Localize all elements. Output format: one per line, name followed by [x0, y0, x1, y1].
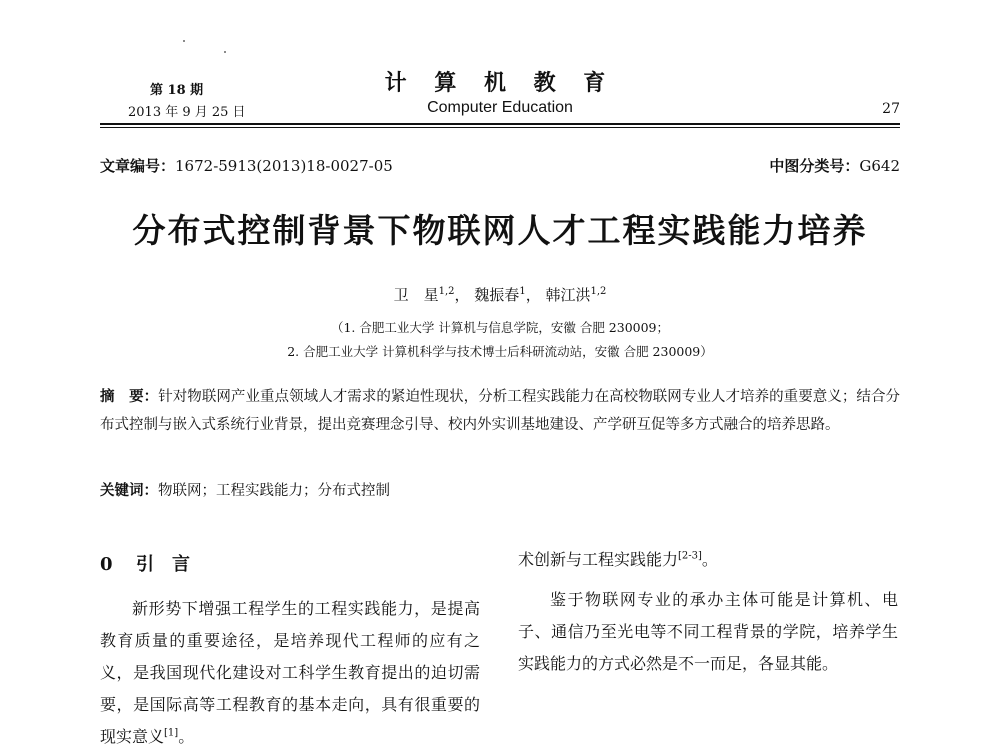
page-number: 27: [882, 101, 900, 117]
author-affiliation-mark: 1,2: [438, 286, 455, 297]
classification-number: [769, 155, 900, 176]
abstract-label: 摘 要：: [100, 389, 159, 405]
article-number: [100, 155, 393, 176]
continued-paragraph: [518, 544, 898, 576]
keywords: [100, 479, 390, 500]
abstract: [100, 384, 900, 439]
right-column: [518, 544, 898, 680]
article-number-label: 文章编号：: [100, 157, 176, 175]
continued-paragraph-text: 术创新与工程实践能力: [518, 550, 679, 569]
header-rule-thin: [100, 127, 900, 128]
continued-paragraph-end: 。: [701, 550, 718, 569]
paragraph: 鉴于物联网专业的承办主体可能是计算机、电子、通信乃至光电等不同工程背景的学院，培养学生实践能力的方式必然是不一而足，各显其能。: [518, 590, 898, 673]
author-list: [0, 284, 1000, 305]
journal-name-cn: 计 算 机 教 育: [384, 71, 616, 96]
author-separator: ，: [525, 286, 541, 304]
scan-speck: [224, 51, 226, 53]
classification-value: G642: [859, 157, 900, 175]
issue-date: 2013 年 9 月 25 日: [128, 105, 246, 120]
author-separator: ，: [454, 286, 470, 304]
issue-number: 第 18 期: [150, 83, 204, 98]
author-affiliation-mark: 1: [519, 286, 526, 297]
author-affiliation-mark: 1,2: [590, 286, 607, 297]
paper-title: 分布式控制背景下物联网人才工程实践能力培养: [132, 211, 868, 250]
section-heading: [100, 550, 190, 576]
author-name: 魏振春: [474, 286, 520, 304]
section-title: 引 言: [136, 554, 190, 575]
intro-paragraph: [100, 593, 480, 753]
section-number: 0: [100, 554, 113, 575]
classification-label: 中图分类号：: [769, 157, 860, 175]
article-number-value: 1672-5913(2013)18-0027-05: [175, 157, 393, 175]
left-column: [100, 593, 480, 753]
author-name: 韩江洪: [545, 286, 591, 304]
intro-paragraph-end: 。: [178, 727, 195, 746]
citation: [1]: [164, 727, 179, 739]
intro-paragraph-text: 新形势下增强工程学生的工程实践能力，是提高教育质量的重要途径，是培养现代工程师的应有之义，是我国现代化建设对工科学生教育提出的迫切需要，是国际高等工程教育的基本走向，具有很重要的现实意义: [100, 599, 480, 746]
keywords-text: 物联网；工程实践能力；分布式控制: [158, 483, 390, 499]
author-name: 卫 星: [393, 286, 439, 304]
abstract-text: 针对物联网产业重点领域人才需求的紧迫性现状，分析工程实践能力在高校物联网专业人才培养的重要意义；结合分布式控制与嵌入式系统行业背景，提出竞赛理念引导、校内外实训基地建设、产学研互促等多方式融合的培养思路。: [100, 389, 900, 433]
affiliation-2: 2. 合肥工业大学 计算机科学与技术博士后科研流动站，安徽 合肥 230009）: [287, 344, 713, 359]
keywords-label: 关键词：: [100, 483, 158, 499]
affiliation-1: （1. 合肥工业大学 计算机与信息学院，安徽 合肥 230009；: [330, 320, 670, 335]
scan-speck: [183, 40, 185, 42]
header-rule-thick: [100, 123, 900, 125]
citation: [2-3]: [678, 550, 702, 562]
journal-name-en: Computer Education: [427, 99, 573, 116]
